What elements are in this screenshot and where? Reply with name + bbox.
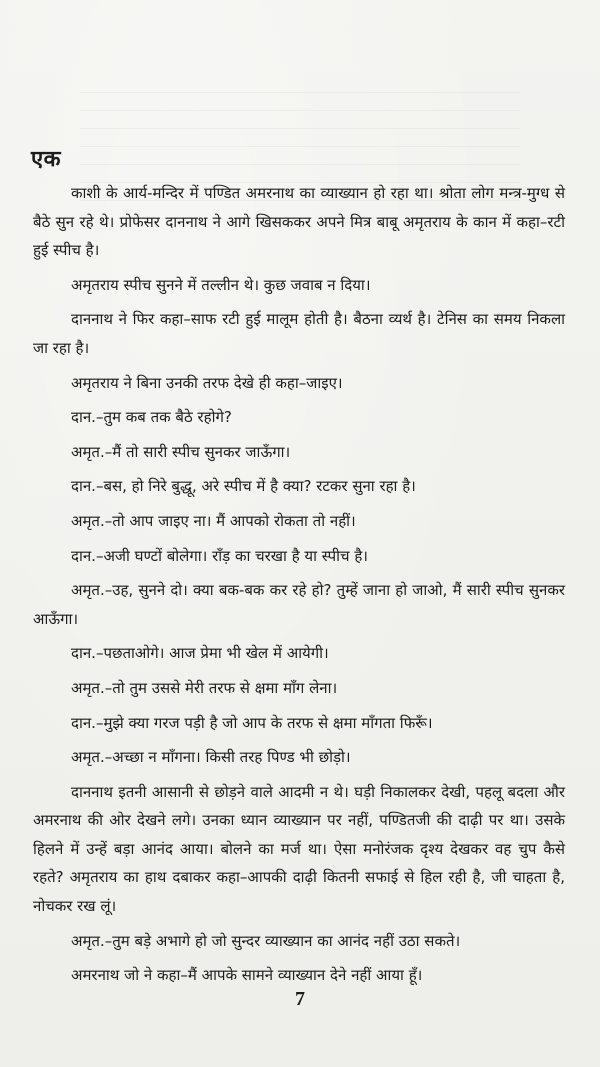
paragraph: दान.–अजी घण्टों बोलेगा। राँड़ का चरखा है या स्पीच है। bbox=[71, 546, 368, 565]
paragraph: दान.–मुझे क्या गरज पड़ी है जो आप के तरफ से क्षमा माँगता फिरूँ। bbox=[71, 713, 433, 732]
paragraph: काशी के आर्य-मन्दिर में पण्डित अमरनाथ का व्याख्यान हो रहा था। श्रोता लोग मन्त्र-मुग्ध से बैठे सुन रहे थे। प्रोफेसर दाननाथ ने आगे खिसककर अपने मित्र बाबू अमृतराय के कान में कहा–रटी हुई स्पीच है। bbox=[33, 184, 565, 260]
paragraph: अमृत.–मैं तो सारी स्पीच सुनकर जाऊँगा। bbox=[71, 442, 291, 461]
paragraph: दाननाथ ने फिर कहा–साफ रटी हुई मालूम होती है। बैठना व्यर्थ है। टेनिस का समय निकला जा रहा है। bbox=[33, 310, 565, 357]
paragraph: अमृत.–अच्छा न माँगना। किसी तरह पिण्ड भी छोड़ो। bbox=[71, 748, 351, 767]
paragraph: अमृतराय ने बिना उनकी तरफ देखे ही कहा–जाइए। bbox=[71, 373, 343, 392]
paragraph: दान.–पछताओगे। आज प्रेमा भी खेल में आयेगी। bbox=[71, 644, 329, 663]
paragraph: दान.–तुम कब तक बैठे रहोगे? bbox=[71, 408, 232, 427]
paragraph: अमृतराय स्पीच सुनने में तल्लीन थे। कुछ जवाब न दिया। bbox=[71, 275, 371, 294]
paragraph: अमृत.–तो तुम उससे मेरी तरफ से क्षमा माँग लेना। bbox=[71, 678, 338, 697]
paragraph: अमृत.–उह, सुनने दो। क्या बक-बक कर रहे हो? तुम्हें जाना हो जाओ, मैं सारी स्पीच सुनकर आऊँगा। bbox=[33, 581, 565, 628]
paragraph: दान.–बस, हो निरे बुद्धू, अरे स्पीच में है क्या? रटकर सुना रहा है। bbox=[71, 477, 416, 496]
page-number: 7 bbox=[295, 988, 305, 1010]
paragraph: अमरनाथ जो ने कहा–मैं आपके सामने व्याख्यान देने नहीं आया हूँ। bbox=[71, 966, 423, 985]
paragraph: अमृत.–तो आप जाइए ना। मैं आपको रोकता तो नहीं। bbox=[71, 511, 356, 530]
paragraph: दाननाथ इतनी आसानी से छोड़ने वाले आदमी न थे। घड़ी निकालकर देखी, पहलू बदला और अमरनाथ की ओर देखने लगे। उनका ध्यान व्याख्यान पर नहीं, पण्डितजी की दाढ़ी पर था। उसके हिलने में उन्हें बड़ा आनंद आया। बोलने का मर्ज था। ऐसा मनोरंजक दृश्य देखकर वह चुप कैसे रहते? अमृतराय का हाथ दबाकर कहा–आपकी दाढ़ी कितनी सफाई से हिल रही है, जी चाहता है, नोचकर रख लूं। bbox=[33, 782, 565, 916]
paragraph: अमृत.–तुम बड़े अभागे हो जो सुन्दर व्याख्यान का आनंद नहीं उठा सकते। bbox=[71, 931, 461, 950]
chapter-title: एक bbox=[31, 147, 62, 172]
chapter-body bbox=[33, 179, 565, 996]
